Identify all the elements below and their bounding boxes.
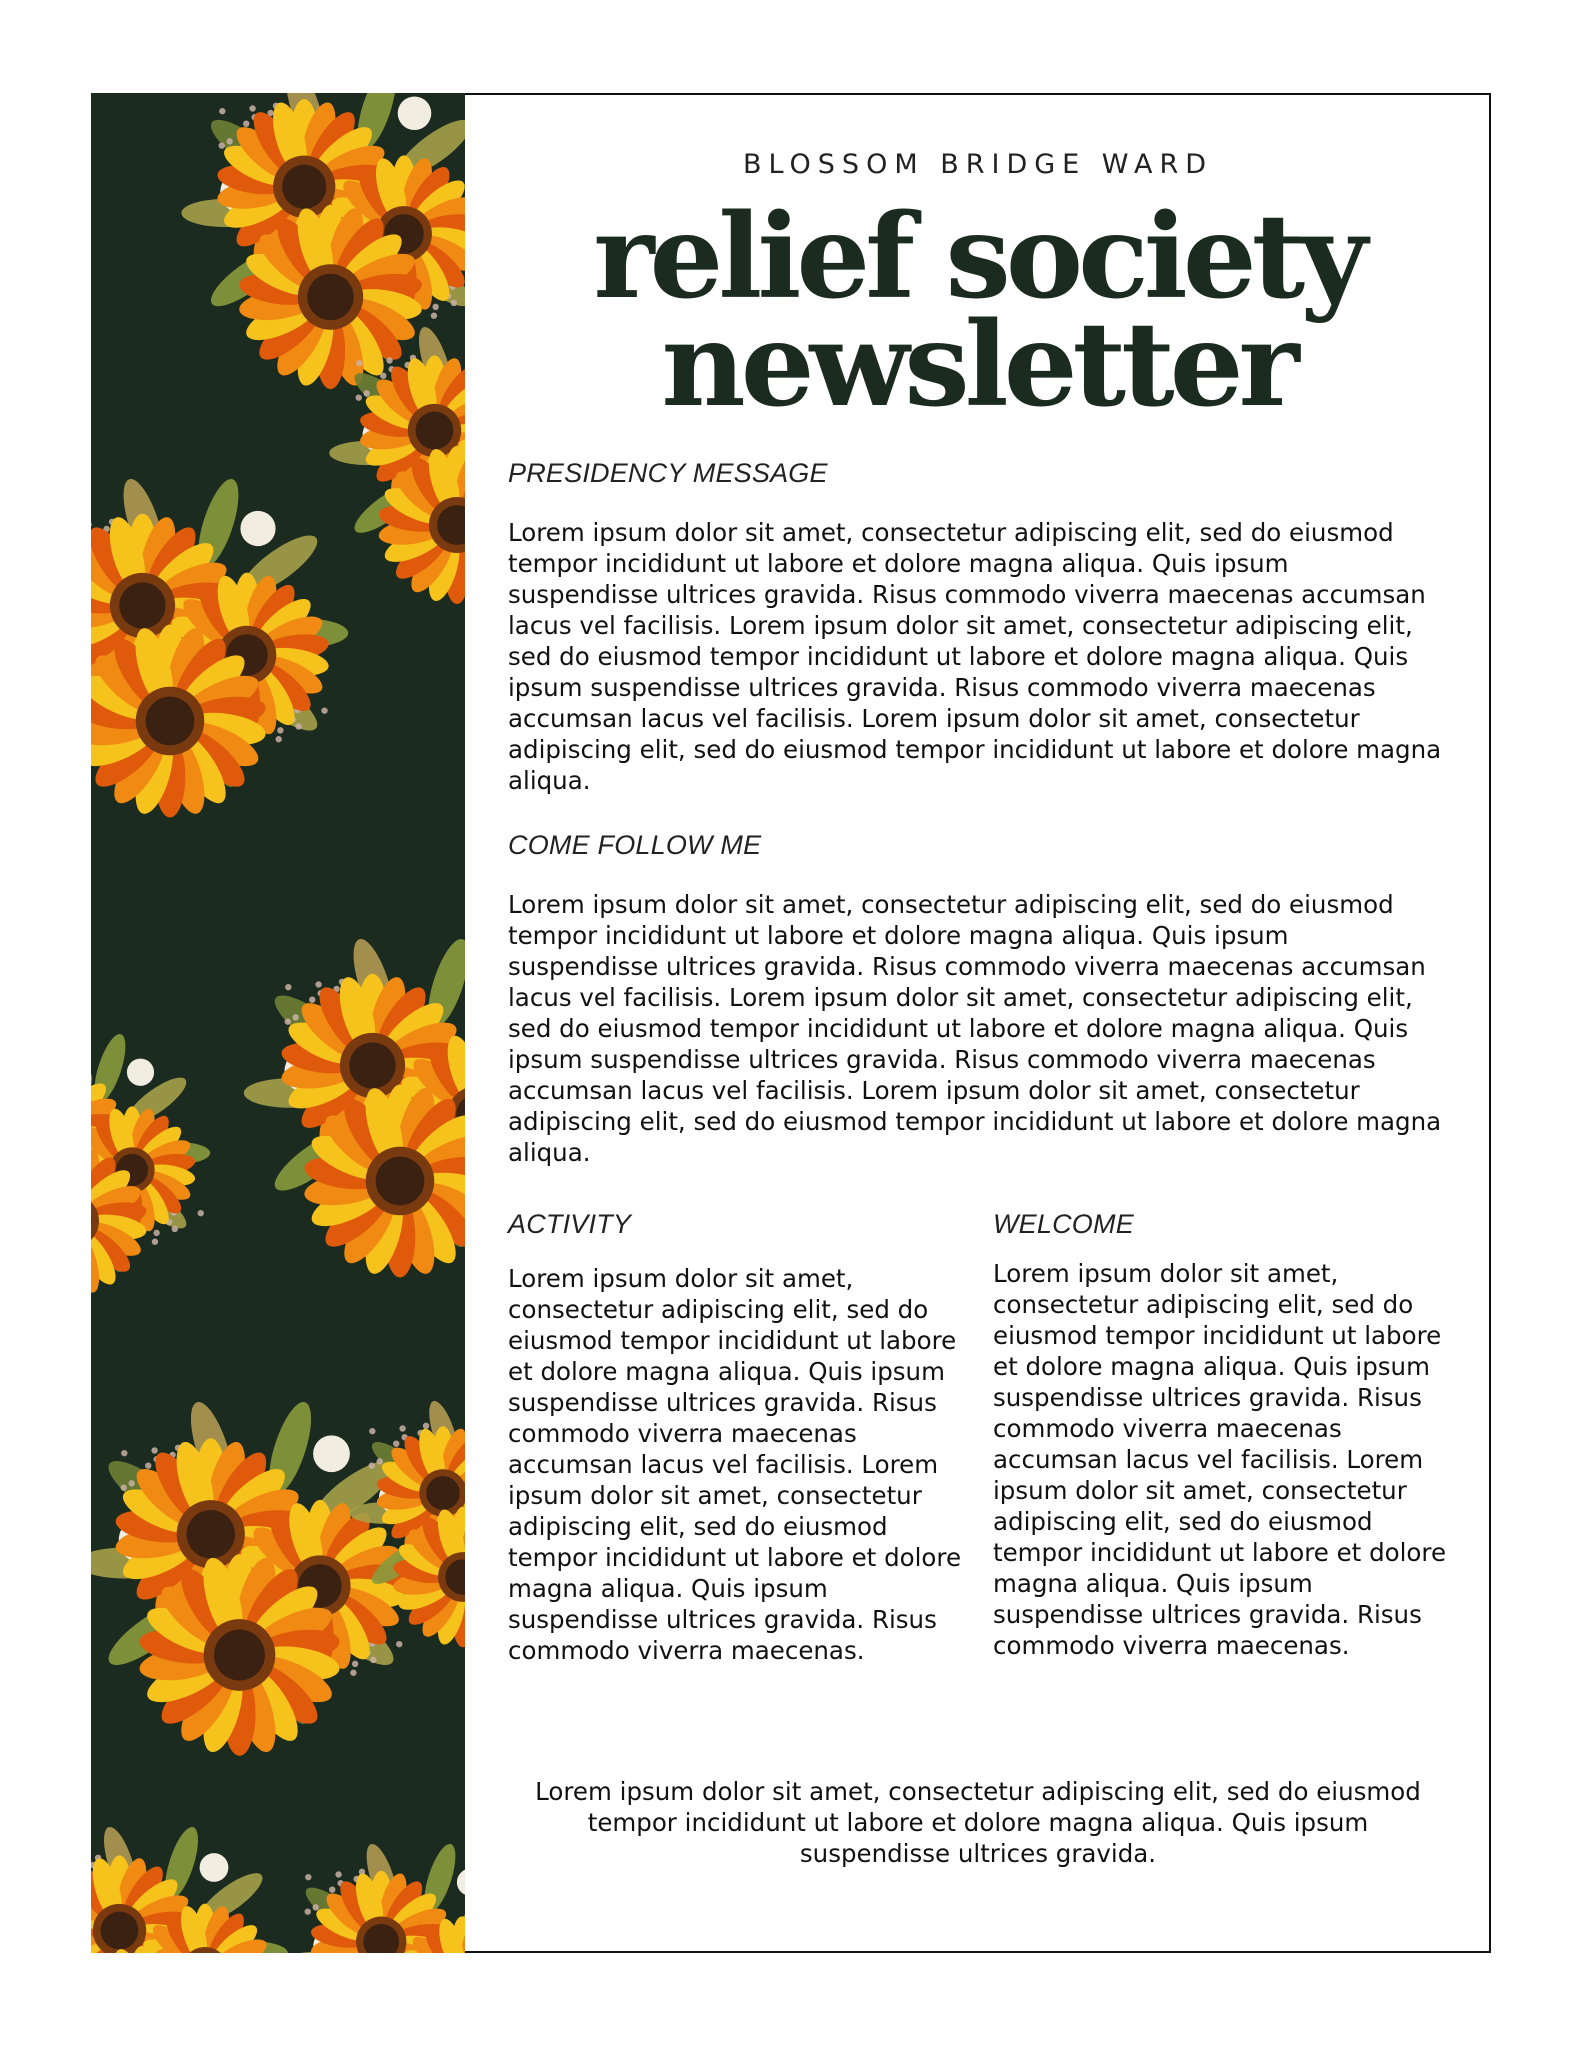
footer-text: Lorem ipsum dolor sit amet, consectetur adipiscing elit, sed do eiusmod tempor incididunt ut labore et dolore magna aliqua. Quis ipsum suspendisse ultrices gravida. [535, 1777, 1421, 1868]
sunflower-banner [91, 93, 465, 1953]
ward-name: BLOSSOM BRIDGE WARD [742, 149, 1214, 180]
sunflower-pattern-icon [91, 93, 465, 1953]
presidency-body: Lorem ipsum dolor sit amet, consectetur adipiscing elit, sed do eiusmod tempor incididunt ut labore et dolore magna aliqua. Quis ipsum suspendisse ultrices gravida. Risus commodo viverra maecenas accumsan lacus vel facilisis. Lorem ipsum dolor sit amet, consectetur adipiscing elit, sed do eiusmod tempor incididunt ut labore et dolore magna aliqua. Quis ipsum suspendisse ultrices gravida. Risus commodo viverra maecenas accumsan lacus vel facilisis. Lorem ipsum dolor sit amet, consectetur adipiscing elit, sed do eiusmod tempor incididunt ut labore et dolore magna aliqua. [508, 518, 1442, 795]
title-line-1: relief society [593, 189, 1363, 325]
title-line-2: newsletter [661, 297, 1295, 433]
come-follow-me-body: Lorem ipsum dolor sit amet, consectetur adipiscing elit, sed do eiusmod tempor incididunt ut labore et dolore magna aliqua. Quis ipsum suspendisse ultrices gravida. Risus commodo viverra maecenas accumsan lacus vel facilisis. Lorem ipsum dolor sit amet, consectetur adipiscing elit, sed do eiusmod tempor incididunt ut labore et dolore magna aliqua. Quis ipsum suspendisse ultrices gravida. Risus commodo viverra maecenas accumsan lacus vel facilisis. Lorem ipsum dolor sit amet, consectetur adipiscing elit, sed do eiusmod tempor incididunt ut labore et dolore magna aliqua. [508, 890, 1442, 1167]
come-follow-me-heading: COME FOLLOW ME [508, 830, 762, 860]
welcome-heading: WELCOME [993, 1209, 1134, 1239]
newsletter-content [508, 93, 1448, 1953]
activity-body: Lorem ipsum dolor sit amet, consectetur adipiscing elit, sed do eiusmod tempor incididunt ut labore et dolore magna aliqua. Quis ipsum suspendisse ultrices gravida. Risus commodo viverra maecenas accumsan lacus vel facilisis. Lorem ipsum dolor sit amet, consectetur adipiscing elit, sed do eiusmod tempor incididunt ut labore et dolore magna aliqua. Quis ipsum suspendisse ultrices gravida. Risus commodo viverra maecenas. [508, 1264, 962, 1665]
presidency-heading: PRESIDENCY MESSAGE [508, 458, 828, 488]
activity-heading: ACTIVITY [508, 1209, 632, 1239]
newsletter-title [508, 189, 1448, 433]
welcome-body: Lorem ipsum dolor sit amet, consectetur adipiscing elit, sed do eiusmod tempor incididunt ut labore et dolore magna aliqua. Quis ipsum suspendisse ultrices gravida. Risus commodo viverra maecenas accumsan lacus vel facilisis. Lorem ipsum dolor sit amet, consectetur adipiscing elit, sed do eiusmod tempor incididunt ut labore et dolore magna aliqua. Quis ipsum suspendisse ultrices gravida. Risus commodo viverra maecenas. [993, 1259, 1447, 1660]
